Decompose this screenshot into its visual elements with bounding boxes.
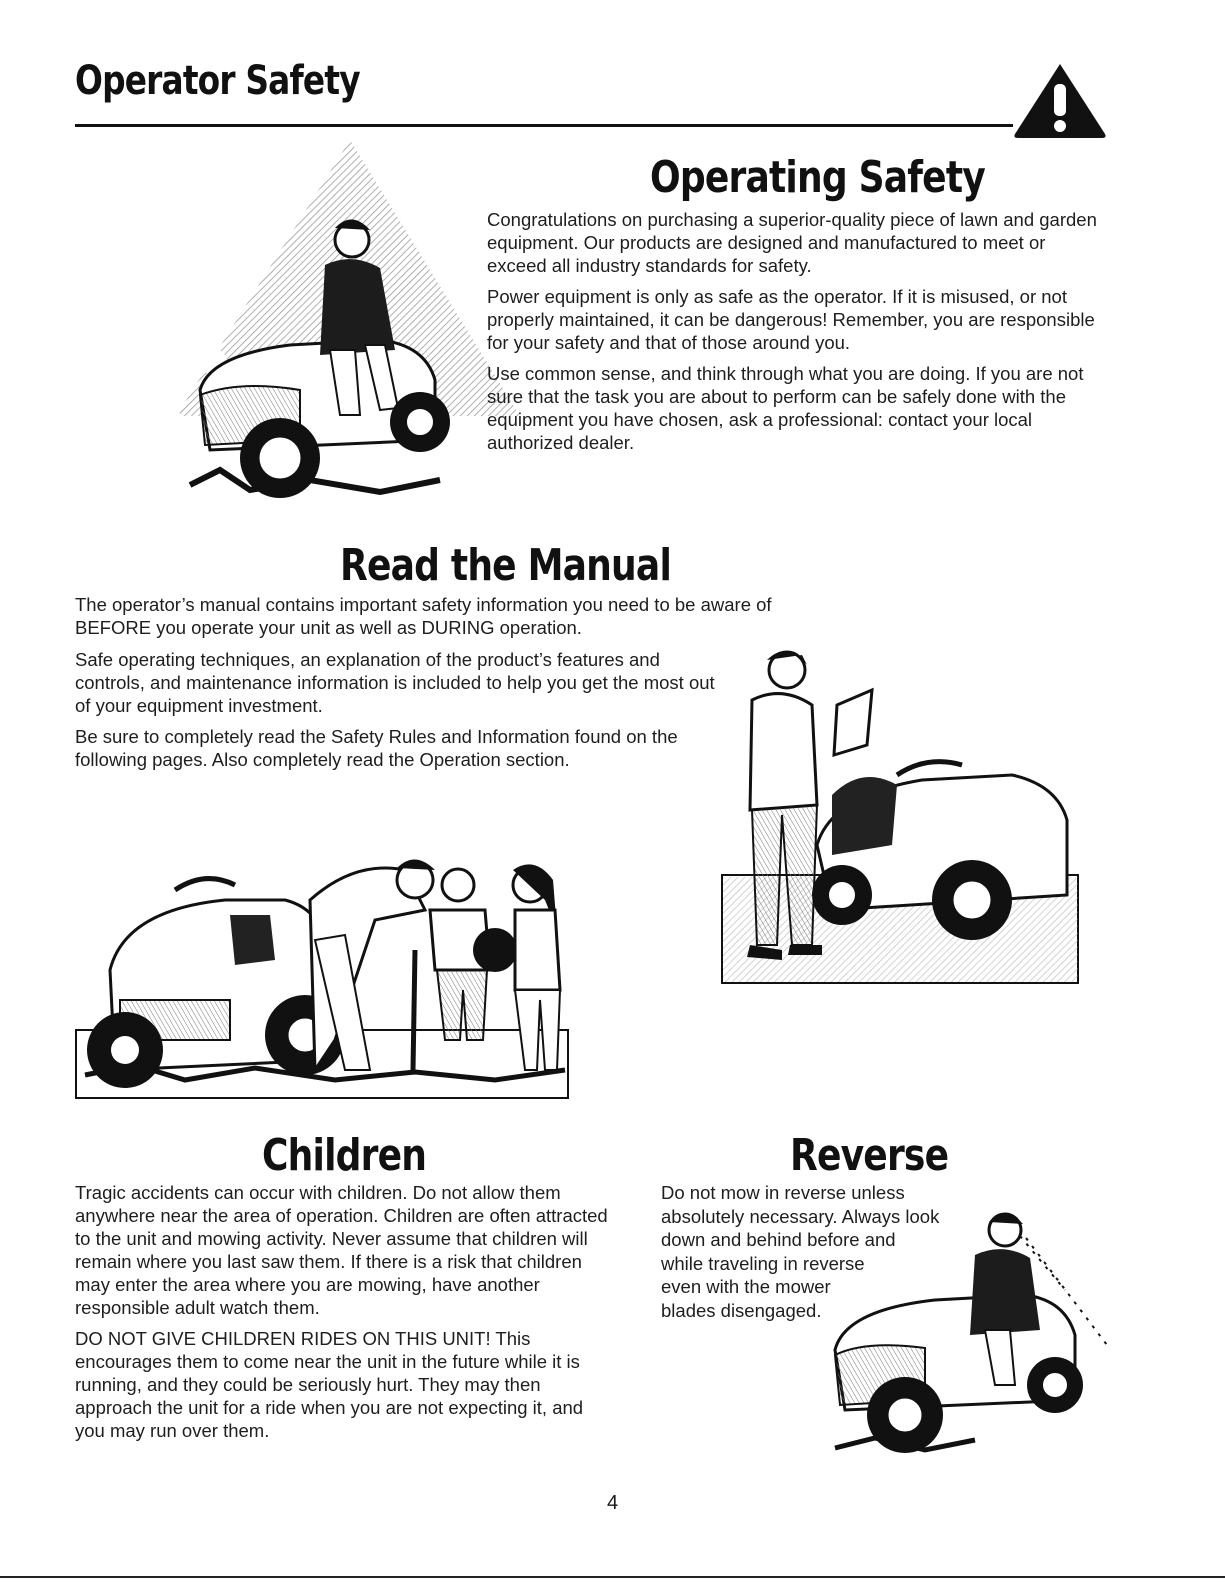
- page-title: Operator Safety: [75, 58, 360, 104]
- header-rule: [75, 124, 1013, 127]
- reverse-line: blades disengaged.: [661, 1299, 822, 1321]
- children-body: [75, 1181, 610, 1450]
- operating-safety-title: Operating Safety: [650, 152, 985, 203]
- children-paragraph: DO NOT GIVE CHILDREN RIDES ON THIS UNIT! This encourages them to come near the unit in the future while it is running, and they could be seriously hurt. They may then approach the unit for a ride when you are not expecting it, and you may run over them.: [75, 1328, 584, 1441]
- children-paragraph: Tragic accidents can occur with children. Do not allow them anywhere near the area of operation. Children are often attracted to the unit and mowing activity. Never assume that children will remain where you last saw them. If there is a risk that children may enter the area where you are mowing, have another responsible adult watch them.: [75, 1182, 608, 1318]
- mower-rider-warning-illustration: [180, 140, 450, 500]
- reverse-line: even with the mower: [661, 1276, 831, 1297]
- read-manual-paragraph: Be sure to completely read the Safety Rules and Information found on the following pages. Also completely read the Operation section.: [75, 726, 678, 770]
- operating-safety-paragraph: Power equipment is only as safe as the operator. If it is misused, or not properly maintained, it can be dangerous! Remember, you are responsible for your safety and that of those around you.: [487, 286, 1095, 353]
- read-manual-body-2: [75, 648, 715, 779]
- read-manual-title: Read the Manual: [340, 540, 671, 591]
- man-reading-manual-illustration: [722, 645, 1080, 985]
- reverse-look-behind-illustration: [825, 1200, 1110, 1455]
- page-number: 4: [606, 1492, 619, 1514]
- read-manual-paragraph: Safe operating techniques, an explanation of the product’s features and controls, and maintenance information is included to help you get the most out of your equipment investment.: [75, 649, 715, 716]
- reverse-line: Do not mow in reverse unless: [661, 1182, 905, 1203]
- reverse-title: Reverse: [790, 1130, 949, 1181]
- reverse-line: while traveling in reverse: [661, 1252, 865, 1274]
- page-bottom-rule: [0, 1576, 1225, 1578]
- children-near-mower-illustration: [75, 840, 570, 1100]
- read-manual-paragraph: The operator’s manual contains important safety information you need to be aware of BEFORE you operate your unit as well as DURING operation.: [75, 594, 772, 638]
- read-manual-body-1: [75, 593, 845, 647]
- reverse-line: absolutely necessary. Always look: [661, 1205, 940, 1227]
- reverse-line: down and behind before and: [661, 1229, 896, 1250]
- operating-safety-paragraph: Congratulations on purchasing a superior-quality piece of lawn and garden equipment. Our products are designed and manufactured to meet or exceed all industry standards for safety.: [487, 209, 1097, 276]
- operating-safety-paragraph: Use common sense, and think through what you are doing. If you are not sure that the task you are about to perform can be safely done with the equipment you have chosen, ask a professional: contact your local authorized dealer.: [487, 363, 1084, 453]
- operating-safety-body: [487, 208, 1097, 462]
- children-title: Children: [262, 1130, 427, 1181]
- warning-triangle-icon: [1012, 60, 1108, 140]
